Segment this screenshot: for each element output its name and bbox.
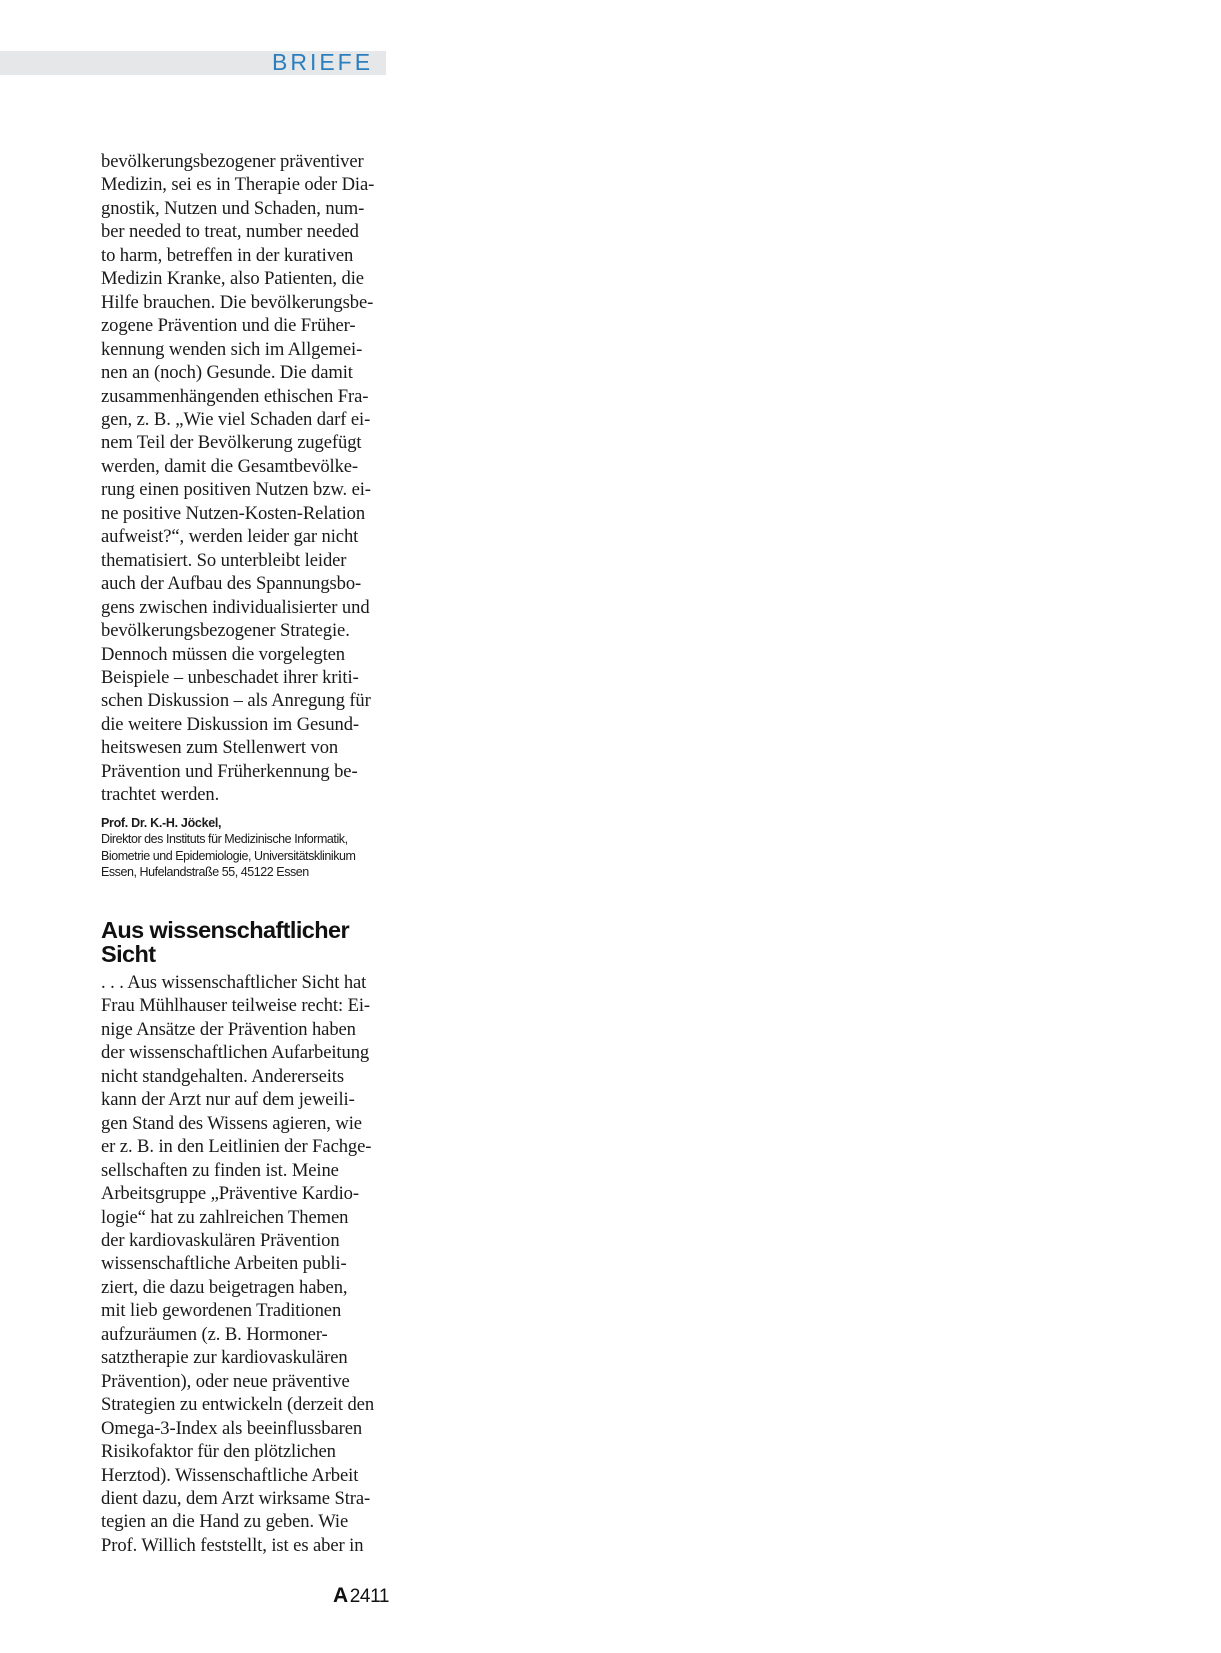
text-line: nige Ansätze der Prävention haben bbox=[101, 1018, 356, 1040]
text-line: kann der Arzt nur auf dem jeweili- bbox=[101, 1089, 355, 1111]
text-line: Beispiele – unbeschadet ihrer kriti- bbox=[101, 666, 359, 688]
text-line: Prof. Willich feststellt, ist es aber in bbox=[101, 1534, 364, 1556]
section-label: BRIEFE bbox=[272, 49, 374, 75]
text-line: nicht standgehalten. Andererseits bbox=[101, 1065, 344, 1087]
text-line: Medizin, sei es in Therapie oder Dia- bbox=[101, 174, 375, 196]
text-line: Prävention), oder neue präventive bbox=[101, 1370, 350, 1392]
text-line: gen Stand des Wissens agieren, wie bbox=[101, 1112, 362, 1134]
signature-name: Prof. Dr. K.-H. Jöckel, bbox=[101, 816, 222, 830]
text-line: Medizin Kranke, also Patienten, die bbox=[101, 268, 364, 290]
letter-2-heading bbox=[101, 918, 384, 966]
page-number bbox=[333, 1584, 389, 1608]
text-line: tegien an die Hand zu geben. Wie bbox=[101, 1511, 349, 1533]
text-line: sellschaften zu finden ist. Meine bbox=[101, 1159, 339, 1181]
text-line: Risikofaktor für den plötzlichen bbox=[101, 1441, 336, 1463]
heading-line: Aus wissenschaftlicher bbox=[101, 917, 350, 943]
text-line: mit lieb gewordenen Traditionen bbox=[101, 1300, 342, 1322]
text-line: aufweist?“, werden leider gar nicht bbox=[101, 526, 359, 548]
page-number-value: 2411 bbox=[349, 1586, 390, 1607]
text-line: zogene Prävention und die Früher- bbox=[101, 315, 356, 337]
text-line: zusammenhängenden ethischen Fra- bbox=[101, 385, 369, 407]
text-line: bevölkerungsbezogener präventiver bbox=[101, 151, 364, 172]
text-line: gen, z. B. „Wie viel Schaden darf ei- bbox=[101, 408, 371, 430]
text-line: nen an (noch) Gesunde. Die damit bbox=[101, 362, 353, 384]
text-line: . . . Aus wissenschaftlicher Sicht hat bbox=[101, 972, 367, 993]
text-line: trachtet werden. bbox=[101, 784, 220, 806]
text-line: der kardiovaskulären Prävention bbox=[101, 1229, 340, 1251]
text-line: Frau Mühlhauser teilweise recht: Ei- bbox=[101, 995, 371, 1017]
text-line: gens zwischen individualisierter und bbox=[101, 596, 370, 618]
text-line: satztherapie zur kardiovaskulären bbox=[101, 1347, 348, 1369]
text-line: ber needed to treat, number needed bbox=[101, 221, 359, 243]
signature-line: Biometrie und Epidemiologie, Universitätsklinikum bbox=[101, 848, 356, 863]
text-line: werden, damit die Gesamtbevölke- bbox=[101, 455, 359, 477]
text-line: Prävention und Früherkennung be- bbox=[101, 760, 358, 782]
text-line: to harm, betreffen in der kurativen bbox=[101, 244, 354, 266]
text-line: er z. B. in den Leitlinien der Fachge- bbox=[101, 1136, 372, 1158]
text-line: Strategien zu entwickeln (derzeit den bbox=[101, 1394, 375, 1416]
text-line: heitswesen zum Stellenwert von bbox=[101, 737, 339, 759]
text-line: bevölkerungsbezogener Strategie. bbox=[101, 620, 350, 642]
letter-2-body bbox=[101, 971, 384, 1557]
text-line: rung einen positiven Nutzen bzw. ei- bbox=[101, 479, 371, 501]
text-line: ziert, die dazu beigetragen haben, bbox=[101, 1276, 348, 1298]
text-line: Herztod). Wissenschaftliche Arbeit bbox=[101, 1464, 359, 1486]
text-line: Dennoch müssen die vorgelegten bbox=[101, 643, 345, 665]
text-line: schen Diskussion – als Anregung für bbox=[101, 690, 371, 712]
text-line: Arbeitsgruppe „Präventive Kardio- bbox=[101, 1183, 359, 1205]
text-line: gnostik, Nutzen und Schaden, num- bbox=[101, 197, 365, 219]
text-line: Omega-3-Index als beeinflussbaren bbox=[101, 1417, 363, 1439]
signature-line: Direktor des Instituts für Medizinische Informatik, bbox=[101, 832, 348, 846]
text-line: aufzuräumen (z. B. Hormoner- bbox=[101, 1323, 328, 1345]
text-line: die weitere Diskussion im Gesund- bbox=[101, 713, 360, 735]
text-line: Hilfe brauchen. Die bevölkerungsbe- bbox=[101, 291, 374, 313]
text-line: logie“ hat zu zahlreichen Themen bbox=[101, 1206, 349, 1228]
text-line: der wissenschaftlichen Aufarbeitung bbox=[101, 1042, 370, 1064]
text-line: kennung wenden sich im Allgemei- bbox=[101, 338, 363, 360]
signature-line: Essen, Hufelandstraße 55, 45122 Essen bbox=[101, 865, 309, 879]
letter-1-body bbox=[101, 150, 384, 807]
letter-1-signature bbox=[101, 815, 384, 881]
text-line: thematisiert. So unterbleibt leider bbox=[101, 549, 347, 571]
text-line: ne positive Nutzen-Kosten-Relation bbox=[101, 502, 366, 524]
text-line: nem Teil der Bevölkerung zugefügt bbox=[101, 432, 362, 454]
text-line: dient dazu, dem Arzt wirksame Stra- bbox=[101, 1487, 371, 1509]
heading-line: Sicht bbox=[101, 941, 156, 967]
text-line: wissenschaftliche Arbeiten publi- bbox=[101, 1253, 347, 1275]
page-number-prefix: A bbox=[333, 1584, 348, 1607]
text-line: auch der Aufbau des Spannungsbo- bbox=[101, 573, 362, 595]
